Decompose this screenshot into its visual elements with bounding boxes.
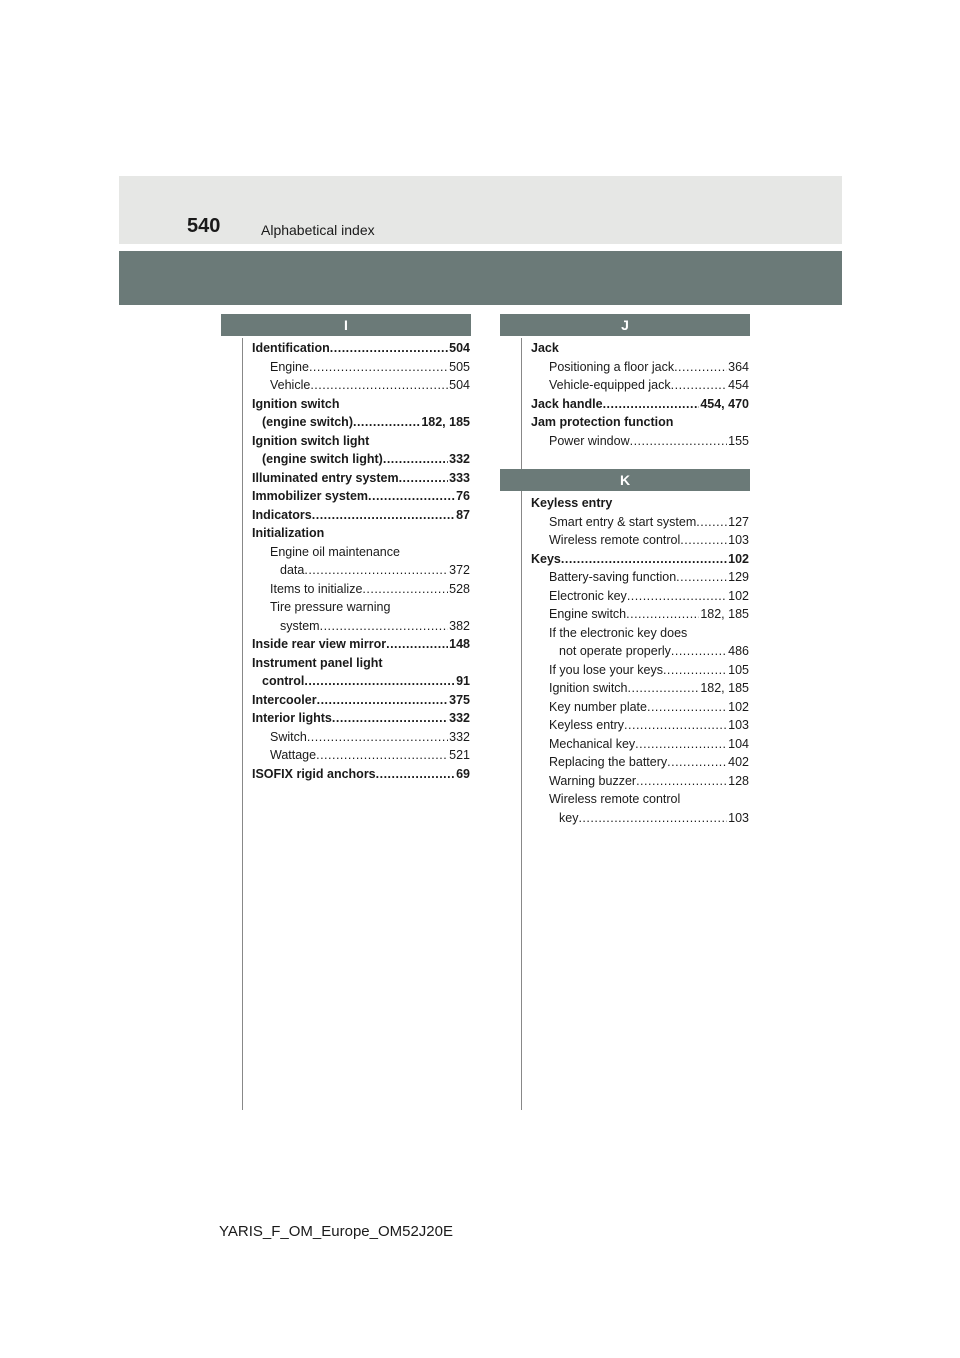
right-column-rule (521, 338, 522, 1110)
dot-leader (310, 376, 448, 395)
index-term: If you lose your keys (549, 662, 663, 677)
index-entry (252, 358, 470, 377)
page-reference: 375 (449, 692, 470, 707)
index-entry (531, 679, 749, 698)
page-reference: 128 (728, 773, 749, 788)
index-entry (531, 624, 749, 643)
index-term: Mechanical key (549, 736, 636, 751)
dot-leader (317, 691, 449, 710)
dot-leader (636, 772, 727, 791)
page-reference: 102 (728, 551, 749, 566)
page-reference: 505 (449, 359, 470, 374)
index-entry (252, 765, 470, 784)
index-term: Immobilizer system (252, 489, 369, 503)
section-title: Alphabetical index (261, 222, 375, 238)
page-reference: 91 (456, 674, 470, 688)
index-term: Wattage (270, 748, 317, 762)
index-term: Ignition switch (252, 396, 340, 411)
index-entry (531, 376, 749, 395)
index-entry (252, 339, 470, 358)
index-entry (252, 598, 470, 617)
dot-leader (362, 580, 448, 599)
header-dark-band (119, 251, 842, 305)
index-entry (531, 432, 749, 451)
index-list-j (531, 339, 749, 450)
index-term: Power window (549, 433, 630, 448)
index-entry (252, 691, 470, 710)
index-term: Vehicle (270, 378, 311, 392)
dot-leader (680, 531, 727, 550)
page-reference: 504 (449, 341, 470, 355)
page-reference: 102 (728, 699, 749, 714)
page-reference: 104 (728, 736, 749, 751)
index-entry (252, 580, 470, 599)
index-list-i (252, 339, 470, 783)
page-number: 540 (187, 215, 221, 237)
index-entry (531, 605, 749, 624)
letter-heading-i: I (221, 314, 471, 336)
page-reference: 129 (728, 570, 749, 584)
index-term: If the electronic key does (549, 625, 688, 640)
dot-leader (626, 605, 699, 624)
index-entry (531, 698, 749, 717)
index-term: Wireless remote control (549, 792, 681, 806)
index-term: Vehicle-equipped jack (549, 378, 671, 392)
index-entry (531, 661, 749, 680)
index-term: Identification (252, 341, 330, 355)
index-entry (252, 487, 470, 506)
dot-leader (312, 506, 455, 525)
index-entry (252, 672, 470, 691)
index-term: Battery-saving function (549, 570, 677, 584)
page-reference: 333 (449, 470, 470, 485)
index-entry (252, 395, 470, 414)
dot-leader (307, 728, 448, 747)
page-reference: 69 (456, 766, 470, 781)
index-term: Electronic key (549, 588, 627, 603)
dot-leader (671, 376, 728, 395)
left-column-rule (242, 338, 243, 1110)
page-reference: 182, 185 (700, 607, 749, 621)
index-entry (531, 568, 749, 587)
index-term: Tire pressure warning (270, 600, 391, 614)
index-entry (531, 772, 749, 791)
dot-leader (635, 735, 727, 754)
page-reference: 454 (728, 378, 749, 392)
index-entry (252, 561, 470, 580)
page-reference: 486 (728, 644, 749, 658)
index-term: Ignition switch (549, 681, 628, 695)
dot-leader (368, 487, 455, 506)
page-reference: 76 (456, 489, 470, 503)
index-term: Keyless entry (531, 496, 613, 510)
dot-leader (696, 513, 727, 532)
index-entry (252, 524, 470, 543)
page-reference: 332 (449, 452, 470, 466)
dot-leader (376, 765, 455, 784)
index-term: ISOFIX rigid anchors (252, 766, 376, 781)
index-term: Positioning a floor jack (549, 359, 675, 374)
dot-leader (603, 395, 700, 414)
page-reference: 127 (728, 514, 749, 529)
dot-leader (353, 413, 420, 432)
dot-leader (627, 587, 727, 606)
dot-leader (671, 642, 727, 661)
index-entry (531, 494, 749, 513)
index-term: control (262, 674, 305, 688)
index-term: Initialization (252, 526, 325, 540)
dot-leader (386, 635, 448, 654)
index-entry (531, 809, 749, 828)
page-reference: 332 (449, 729, 470, 744)
page-reference: 332 (449, 711, 470, 725)
index-term: Jack handle (531, 396, 603, 411)
index-entry (252, 543, 470, 562)
index-term: Keys (531, 551, 561, 566)
index-entry (531, 642, 749, 661)
index-term: Intercooler (252, 692, 317, 707)
dot-leader (399, 469, 449, 488)
index-entry (531, 513, 749, 532)
index-term: Engine oil maintenance (270, 544, 400, 559)
index-entry (252, 413, 470, 432)
index-term: system (280, 618, 320, 633)
index-term: key (559, 810, 579, 825)
dot-leader (663, 661, 727, 680)
page-reference: 148 (449, 637, 470, 651)
index-term: Key number plate (549, 699, 647, 714)
index-entry (252, 617, 470, 636)
dot-leader (330, 339, 448, 358)
index-term: Instrument panel light (252, 655, 383, 670)
index-entry (252, 746, 470, 765)
dot-leader (561, 550, 727, 569)
page-reference: 402 (728, 755, 749, 769)
page-reference: 155 (728, 433, 749, 448)
letter-heading-k: K (500, 469, 750, 491)
dot-leader (304, 672, 455, 691)
page-reference: 103 (728, 810, 749, 825)
dot-leader (304, 561, 448, 580)
page-reference: 182, 185 (700, 681, 749, 695)
dot-leader (316, 746, 448, 765)
index-term: data (280, 563, 305, 577)
index-entry (531, 753, 749, 772)
index-entry (252, 635, 470, 654)
index-entry (531, 735, 749, 754)
index-term: Switch (270, 729, 307, 744)
page-reference: 364 (728, 359, 749, 374)
index-term: Smart entry & start system (549, 514, 697, 529)
index-term: Illuminated entry system (252, 470, 399, 485)
dot-leader (628, 679, 700, 698)
dot-leader (309, 358, 448, 377)
index-entry (531, 395, 749, 414)
index-entry (252, 709, 470, 728)
index-term: Items to initialize (270, 581, 363, 596)
page-reference: 382 (449, 618, 470, 633)
index-term: Engine (270, 359, 309, 374)
index-entry (531, 790, 749, 809)
dot-leader (647, 698, 727, 717)
letter-heading-j: J (500, 314, 750, 336)
page-reference: 87 (456, 507, 470, 522)
page-reference: 105 (728, 662, 749, 677)
document-code: YARIS_F_OM_Europe_OM52J20E (219, 1223, 454, 1240)
dot-leader (383, 450, 448, 469)
page-reference: 528 (449, 581, 470, 596)
header-band (119, 176, 842, 244)
index-term: Indicators (252, 507, 312, 522)
index-entry (531, 339, 749, 358)
index-term: Inside rear view mirror (252, 637, 387, 651)
dot-leader (578, 809, 727, 828)
page-reference: 504 (449, 378, 470, 392)
index-list-k (531, 494, 749, 827)
index-entry (252, 450, 470, 469)
index-term: Warning buzzer (549, 773, 637, 788)
index-entry (252, 506, 470, 525)
page-reference: 102 (728, 588, 749, 603)
index-term: Keyless entry (549, 718, 625, 732)
page-reference: 103 (728, 718, 749, 732)
page-reference: 521 (449, 748, 470, 762)
index-entry (252, 376, 470, 395)
page-reference: 182, 185 (421, 415, 470, 429)
index-term: Engine switch (549, 607, 627, 621)
index-term: not operate properly (559, 644, 671, 658)
dot-leader (332, 709, 448, 728)
index-entry (252, 728, 470, 747)
index-term: Ignition switch light (252, 433, 370, 448)
index-term: Replacing the battery (549, 755, 668, 769)
index-term: Interior lights (252, 711, 332, 725)
dot-leader (624, 716, 727, 735)
page-reference: 454, 470 (700, 396, 749, 411)
dot-leader (667, 753, 727, 772)
index-entry (531, 531, 749, 550)
dot-leader (630, 432, 728, 451)
index-entry (531, 587, 749, 606)
index-term: Jam protection function (531, 415, 674, 429)
index-term: (engine switch) (262, 415, 353, 429)
index-term: Jack (531, 341, 559, 355)
index-entry (531, 550, 749, 569)
index-entry (252, 654, 470, 673)
index-entry (531, 413, 749, 432)
index-entry (531, 716, 749, 735)
index-entry (252, 432, 470, 451)
dot-leader (320, 617, 449, 636)
dot-leader (676, 568, 727, 587)
dot-leader (674, 358, 727, 377)
index-entry (252, 469, 470, 488)
page-reference: 103 (728, 533, 749, 547)
index-term: Wireless remote control (549, 533, 681, 547)
index-entry (531, 358, 749, 377)
index-term: (engine switch light) (262, 452, 383, 466)
page-reference: 372 (449, 563, 470, 577)
